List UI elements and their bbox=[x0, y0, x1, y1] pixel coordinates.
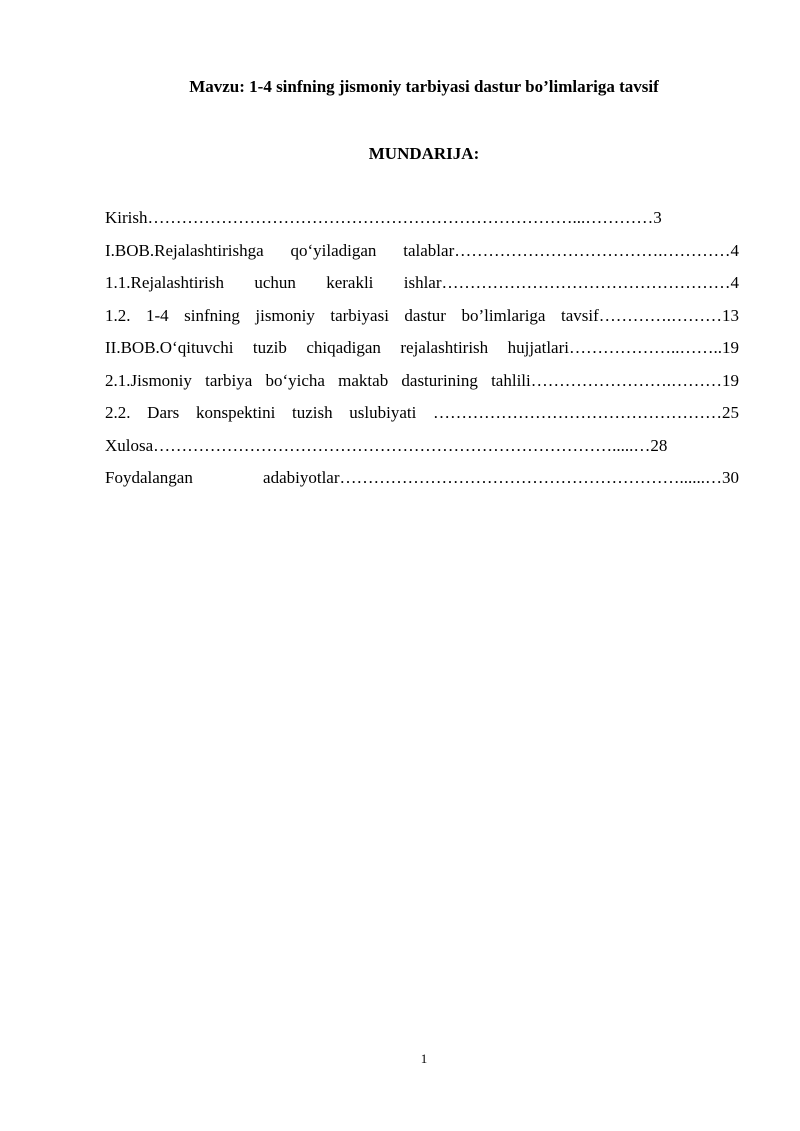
toc-entry-text: Xulosa……………………………………………………………………….....…28 bbox=[105, 435, 668, 455]
toc-entry-text: Kirish…………………………………………………………………...…………3 bbox=[105, 208, 662, 227]
toc-entry bbox=[105, 467, 739, 500]
toc-entry-text: 2.1.Jismoniy tarbiya bo‘yicha maktab dasturining tahlili…………………….………19 bbox=[105, 370, 739, 390]
page-number: 1 bbox=[420, 1051, 428, 1066]
toc-entry bbox=[105, 337, 739, 370]
toc-entry bbox=[105, 402, 739, 435]
toc-entry-text: 2.2. Dars konspektini tuzish uslubiyati ……………………………………………25 bbox=[105, 403, 739, 422]
toc-entry-text: 1.2. 1-4 sinfning jismoniy tarbiyasi dastur bo’limlariga tavsif………….………13 bbox=[105, 305, 739, 325]
toc-entry bbox=[105, 435, 739, 468]
document-title: Mavzu: 1-4 sinfning jismoniy tarbiyasi dastur bo’limlariga tavsif bbox=[189, 77, 659, 96]
toc-entry bbox=[105, 305, 739, 338]
table-of-contents bbox=[105, 207, 739, 500]
toc-entry-text: I.BOB.Rejalashtirishga qo‘yiladigan talablar……………………………….…………4 bbox=[105, 240, 739, 260]
toc-entry-text: II.BOB.O‘qituvchi tuzib chiqadigan rejalashtirish hujjatlari………………..……..19 bbox=[105, 338, 739, 357]
toc-entry-text: 1.1.Rejalashtirish uchun kerakli ishlar……………………………………………4 bbox=[105, 273, 739, 292]
toc-entry bbox=[105, 207, 739, 240]
toc-entry bbox=[105, 240, 739, 273]
toc-entry bbox=[105, 370, 739, 403]
toc-entry-text: Foydalangan adabiyotlar……………………………………………………......…30 bbox=[105, 468, 739, 487]
toc-heading: MUNDARIJA: bbox=[368, 144, 480, 163]
toc-entry bbox=[105, 272, 739, 305]
